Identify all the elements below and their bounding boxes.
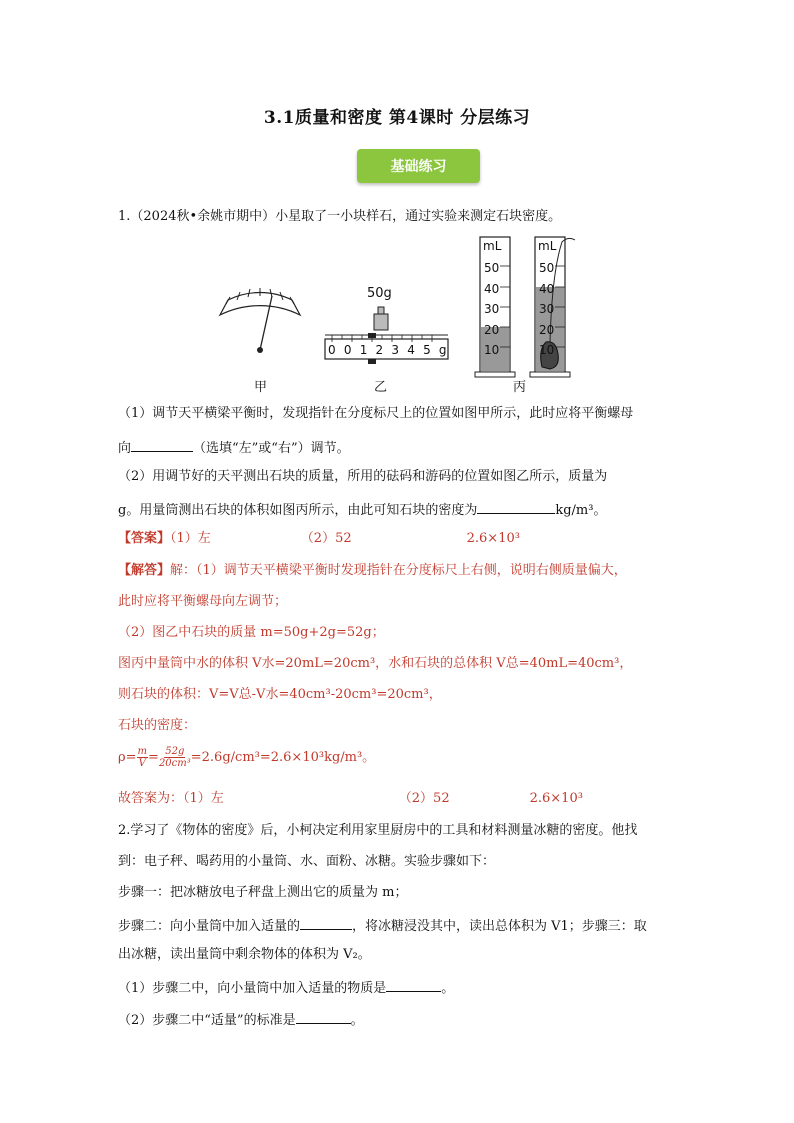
q2-line2: 到：电子秤、喝药用的小量筒、水、面粉、冰糖。实验步骤如下： (118, 854, 496, 869)
rider-tick: 1 (359, 343, 376, 357)
q1-stem: 1.（2024秋•余姚市期中）小星取了一小块样石，通过实验来测定石块密度。 (118, 209, 562, 224)
q2-part2: （2）步骤二中“适量”的标准是 。 (118, 1009, 364, 1030)
rider-scale-labels (328, 343, 455, 357)
caption-bing: 丙 (513, 380, 527, 395)
pointer-dial-figure (220, 288, 300, 353)
answer-blank[interactable] (477, 499, 555, 514)
cylinder-unit-1: mL (483, 239, 502, 253)
q1-explain-2: （2）图乙中石块的质量 m=50g+2g=52g； (118, 625, 385, 640)
answer-blank[interactable] (131, 437, 193, 452)
q1-part2-line2: g。用量筒测出石块的体积如图丙所示，由此可知石块的密度为 kg/m³。 (118, 499, 606, 520)
cylinder-2-ticks: 50 40 30 20 10 (539, 261, 555, 357)
q1-answer: 【答案】（1）左 （2）52 2.6×10³ (118, 531, 520, 546)
q1-part2-line1: （2）用调节好的天平测出石块的质量，所用的砝码和游码的位置如图乙所示，质量为 (118, 469, 608, 484)
rider-tick: 0 (343, 343, 360, 357)
rider-tick: 2 (375, 343, 392, 357)
q2-line4: 步骤二：向小量筒中加入适量的 ，将冰糖浸没其中，读出总体积为 V1；步骤三：取 (118, 915, 647, 936)
answer-blank[interactable] (296, 1009, 351, 1024)
q1-figure (200, 232, 580, 397)
cylinder-1-ticks: 50 40 30 20 10 (484, 261, 500, 357)
rider-tick: 5g (423, 343, 455, 357)
weight-label: 50g (367, 286, 392, 301)
q1-final-answer: 故答案为：（1）左 （2）52 2.6×10³ (118, 791, 583, 806)
rider-tick: 4 (407, 343, 424, 357)
q1-part1-line1: （1）调节天平横梁平衡时，发现指针在分度标尺上的位置如图甲所示，此时应将平衡螺母 (118, 406, 634, 421)
q1-explain-1: 【解答】解：（1）调节天平横梁平衡时发现指针在分度标尺上右侧，说明右侧质量偏大， (118, 563, 627, 578)
q1-explain-1b: 此时应将平衡螺母向左调节； (118, 594, 288, 609)
rider-tick: 3 (391, 343, 408, 357)
rider-tick: 0 (328, 343, 344, 357)
q2-line1: 2.学习了《物体的密度》后，小柯决定利用家里厨房中的工具和材料测量冰糖的密度。他找 (118, 823, 638, 838)
answer-blank[interactable] (300, 915, 352, 930)
q2-line5: 出冰糖，读出量筒中剩余物体的体积为 V₂。 (118, 947, 371, 962)
caption-yi: 乙 (374, 380, 388, 395)
density-formula: ρ= $\frac{m}{V}$ = $\frac{52g}{\text{20cm³}}$ =2.6g/cm³=2.6×10³kg/m³。 (118, 746, 376, 769)
q1-explain-3: 图丙中量筒中水的体积 V水=20mL=20cm³，水和石块的总体积 V总=40mL=40cm³， (118, 656, 633, 671)
q1-part1-line2: 向 （选填“左”或“右”）调节。 (118, 437, 350, 458)
q1-explain-5: 石块的密度： (118, 718, 197, 733)
section-badge: 基础练习 (357, 149, 480, 183)
q2-line3: 步骤一：把冰糖放电子秤盘上测出它的质量为 m； (118, 885, 408, 900)
cylinder-unit-2: mL (538, 239, 557, 253)
q2-part1: （1）步骤二中，向小量筒中加入适量的物质是 。 (118, 977, 454, 998)
page-title: 3.1质量和密度 第4课时 分层练习 (263, 108, 531, 128)
caption-jia: 甲 (254, 380, 268, 395)
q1-explain-4: 则石块的体积：V=V总-V水=40cm³-20cm³=20cm³， (118, 687, 442, 702)
answer-blank[interactable] (386, 977, 441, 992)
